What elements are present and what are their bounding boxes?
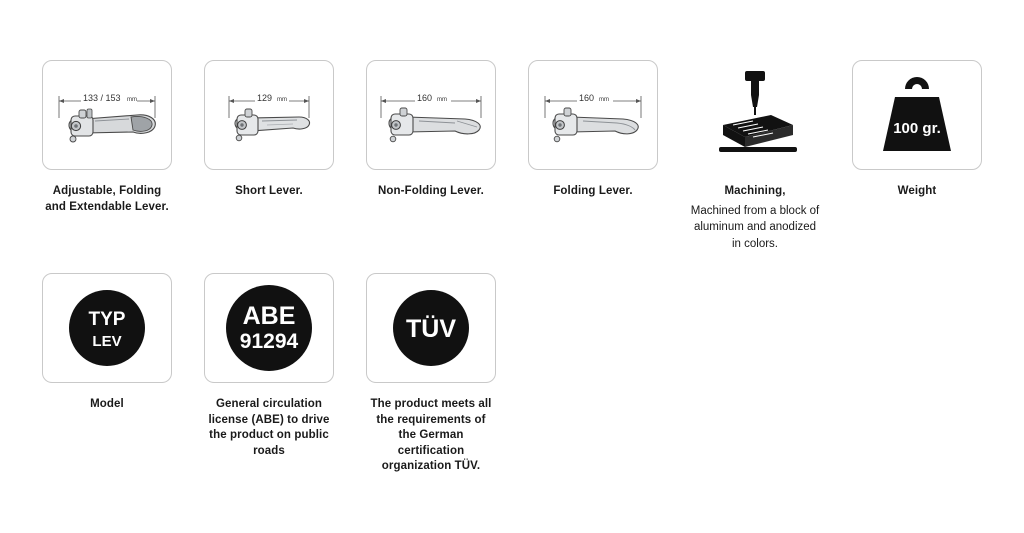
spec-item-non-folding-lever [366,60,496,200]
spec-caption: The product meets all the requirements of the German certification organization TÜV. [370,398,492,473]
model-badge-line2: LEV [92,333,122,350]
dimension-unit: mm [599,97,609,103]
cnc-machining-icon [693,63,817,167]
lever-adjustable-folding-icon [45,63,169,167]
weight-icon [855,63,979,167]
dimension-value: 160 [417,93,433,103]
spec-caption: Folding Lever. [553,185,633,197]
model-tile [42,273,172,383]
spec-caption: Machining, [724,185,786,197]
spec-caption: Non-Folding Lever. [378,185,484,197]
abe-certification-tile [204,273,334,383]
model-badge-line1: TYP [88,309,126,330]
abe-badge-line1: ABE [242,302,296,330]
weight-tile [852,60,982,170]
lever-adjustable-folding-tile [42,60,172,170]
dimension-value: 129 [257,93,273,103]
spec-subcaption: Machined from a block of aluminum and anodized in colors. [690,204,820,250]
spec-item-short-lever [204,60,334,200]
cnc-machining-tile [690,60,820,170]
spec-item-abe-certification [204,273,334,459]
spec-row-2 [42,273,528,475]
weight-badge-value: 100 gr. [893,120,941,137]
dimension-unit: mm [437,97,447,103]
lever-short-icon [207,63,331,167]
spec-caption: Short Lever. [235,185,303,197]
abe-badge-line2: 91294 [239,330,299,353]
dimension-value: 160 [579,93,595,103]
model-typ-lev-icon [45,276,169,380]
spec-row-1 [42,60,1014,253]
spec-caption: Weight [897,185,937,197]
lever-folding-tile [528,60,658,170]
tuv-certification-tile [366,273,496,383]
abe-certification-icon [207,276,331,380]
tuv-certification-icon [369,276,493,380]
spec-caption: Adjustable, Folding and Extendable Lever. [45,185,169,213]
spec-caption: Model [90,398,124,410]
spec-item-folding-lever [528,60,658,200]
spec-item-tuv-certification [366,273,496,475]
tuv-badge-line1: TÜV [406,315,456,343]
dimension-unit: mm [127,97,137,103]
spec-item-model [42,273,172,413]
lever-non-folding-tile [366,60,496,170]
spec-item-adjustable-folding-extendable-lever [42,60,172,215]
dimension-unit: mm [277,97,287,103]
lever-non-folding-icon [369,63,493,167]
dimension-value: 133 / 153 [83,93,121,103]
lever-folding-icon [531,63,655,167]
spec-item-weight [852,60,982,200]
spec-item-machining [690,60,820,253]
lever-short-tile [204,60,334,170]
spec-caption: General circulation license (ABE) to drive the product on public roads [208,398,330,457]
